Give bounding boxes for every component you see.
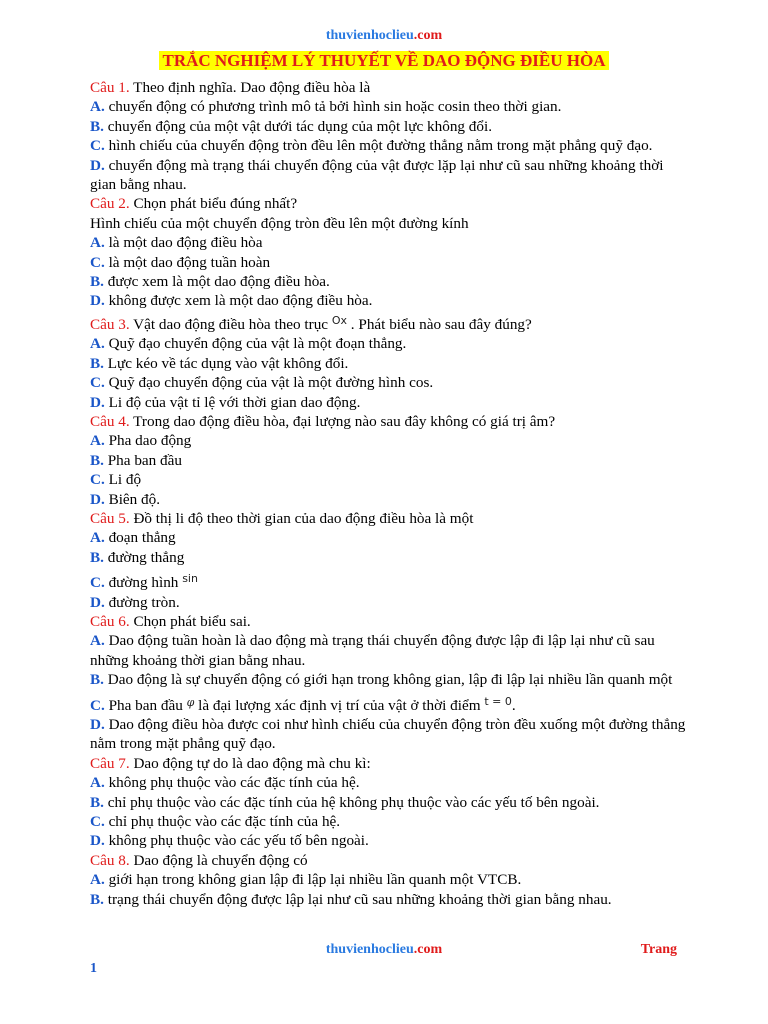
option xyxy=(90,890,690,909)
option-text: chỉ phụ thuộc vào các đặc tính của hệ. xyxy=(104,813,341,831)
option xyxy=(90,692,690,715)
question-3 xyxy=(90,311,690,334)
option xyxy=(90,793,690,812)
option xyxy=(90,812,690,831)
option xyxy=(90,393,690,412)
question-label: Câu 3. xyxy=(90,315,130,333)
question-7 xyxy=(90,754,690,773)
option-text-end: . xyxy=(511,696,516,714)
math-sin: sin xyxy=(182,572,198,586)
option-letter: B. xyxy=(90,548,104,566)
page-title xyxy=(0,51,768,71)
option xyxy=(90,373,690,392)
option xyxy=(90,334,690,353)
question-4 xyxy=(90,412,690,431)
option xyxy=(90,569,690,592)
question-6 xyxy=(90,612,690,631)
option xyxy=(90,291,690,310)
question-text: Đồ thị li độ theo thời gian của dao động điều hòa là một xyxy=(129,509,474,527)
option-text: Li độ của vật tỉ lệ với thời gian dao động. xyxy=(104,393,361,411)
option-text: Quỹ đạo chuyển động của vật là một đoạn thẳng. xyxy=(104,335,407,353)
option-text: là một dao động điều hòa xyxy=(104,234,263,252)
option-letter: D. xyxy=(90,156,105,174)
option-letter: A. xyxy=(90,774,105,792)
question-text: Theo định nghĩa. Dao động điều hòa là xyxy=(129,79,371,96)
option-text: không được xem là một dao động điều hòa. xyxy=(104,292,373,310)
question-label: Câu 5. xyxy=(90,509,130,527)
option xyxy=(90,773,690,792)
option-text: trạng thái chuyển động được lập lại như cũ sau những khoảng thời gian bằng nhau. xyxy=(103,890,612,908)
footer xyxy=(0,942,768,962)
option-letter: B. xyxy=(90,117,104,135)
question-2 xyxy=(90,194,690,213)
math-t0: t = 0 xyxy=(484,694,512,708)
question-label: Câu 6. xyxy=(90,612,130,630)
question-label: Câu 7. xyxy=(90,754,130,772)
option-text: chuyển động của một vật dưới tác dụng của một lực không đổi. xyxy=(103,117,493,135)
option-letter: B. xyxy=(90,273,104,291)
option-text: chuyển động mà trạng thái chuyển động của vật được lặp lại như cũ sau những khoảng thời gian bằng nhau. xyxy=(90,156,664,194)
option-letter: A. xyxy=(90,335,105,353)
question-8 xyxy=(90,851,690,870)
option-letter: C. xyxy=(90,574,105,592)
option-text: đoạn thẳng xyxy=(104,529,176,547)
math-phi: φ xyxy=(186,695,195,709)
option-letter: C. xyxy=(90,137,105,155)
option-letter: A. xyxy=(90,234,105,252)
option xyxy=(90,490,690,509)
option-letter: A. xyxy=(90,432,105,450)
option-text: chỉ phụ thuộc vào các đặc tính của hệ không phụ thuộc vào các yếu tố bên ngoài. xyxy=(103,793,600,811)
option-text: hình chiếu của chuyển động tròn đều lên một đường thẳng nằm trong mặt phẳng quỹ đạo. xyxy=(104,137,653,155)
option-text: đường tròn. xyxy=(104,593,180,611)
option-letter: D. xyxy=(90,393,105,411)
question-text: Dao động là chuyển động có xyxy=(129,851,308,869)
option xyxy=(90,870,690,889)
option-letter: A. xyxy=(90,529,105,547)
question-text-after: . Phát biểu nào sau đây đúng? xyxy=(347,315,532,333)
option xyxy=(90,715,690,754)
option-text: Dao động là sự chuyển động có giới hạn trong không gian, lập đi lập lại nhiều lần quanh một xyxy=(103,671,673,689)
question-1 xyxy=(90,78,690,97)
header-site-domain: .com xyxy=(413,28,443,43)
option-letter: B. xyxy=(90,451,104,469)
option xyxy=(90,631,690,670)
option-text: đường thẳng xyxy=(103,548,185,566)
header-site-name: thuvienhoclieu xyxy=(325,28,414,43)
option-text: Pha dao động xyxy=(104,432,192,450)
option-text: chuyển động có phương trình mô tả bởi hình sin hoặc cosin theo thời gian. xyxy=(104,98,562,116)
option-letter: A. xyxy=(90,98,105,116)
option xyxy=(90,97,690,116)
option xyxy=(90,156,690,195)
math-ox: Ox xyxy=(331,313,347,327)
question-5 xyxy=(90,509,690,528)
option-text: đường hình xyxy=(104,574,183,592)
option xyxy=(90,528,690,547)
option-text: Quỹ đạo chuyển động của vật là một đường hình cos. xyxy=(104,374,434,392)
option-letter: C. xyxy=(90,696,105,714)
footer-page-label: Trang xyxy=(640,942,677,957)
question-text: Dao động tự do là dao động mà chu kì: xyxy=(129,754,371,772)
question-text: Trong dao động điều hòa, đại lượng nào sau đây không có giá trị âm? xyxy=(129,412,556,430)
option-text: Lực kéo về tác dụng vào vật không đổi. xyxy=(103,354,349,372)
option-text: Li độ xyxy=(104,471,142,489)
question-label: Câu 4. xyxy=(90,412,130,430)
option-text: là một dao động tuần hoàn xyxy=(104,253,271,271)
option xyxy=(90,470,690,489)
question-label: Câu 8. xyxy=(90,851,130,869)
question-text: Chọn phát biểu sai. xyxy=(129,612,251,630)
option xyxy=(90,593,690,612)
option-text: giới hạn trong không gian lập đi lập lại nhiều lần quanh một VTCB. xyxy=(104,871,522,889)
question-text: Chọn phát biểu đúng nhất? xyxy=(129,195,298,213)
option xyxy=(90,272,690,291)
option-text: Pha ban đầu xyxy=(104,696,187,714)
option xyxy=(90,451,690,470)
option-letter: C. xyxy=(90,813,105,831)
option xyxy=(90,670,690,689)
option-letter: A. xyxy=(90,632,105,650)
option xyxy=(90,354,690,373)
option xyxy=(90,431,690,450)
option-letter: B. xyxy=(90,354,104,372)
question-extra-text: Hình chiếu của một chuyển động tròn đều lên một đường kính xyxy=(90,214,469,232)
option-text-mid: là đại lượng xác định vị trí của vật ở thời điểm xyxy=(194,696,485,714)
option-letter: D. xyxy=(90,593,105,611)
question-label: Câu 1. xyxy=(90,79,130,96)
option xyxy=(90,233,690,252)
option xyxy=(90,117,690,136)
option-letter: C. xyxy=(90,253,105,271)
footer-site-domain: .com xyxy=(413,942,443,957)
option xyxy=(90,831,690,850)
option-letter: B. xyxy=(90,890,104,908)
header-site xyxy=(0,28,768,44)
option-text: Biên độ. xyxy=(104,490,161,508)
question-label: Câu 2. xyxy=(90,195,130,213)
option xyxy=(90,548,690,567)
option-text: Pha ban đầu xyxy=(103,451,182,469)
question-list xyxy=(90,78,690,909)
page-title-text: TRẮC NGHIỆM LÝ THUYẾT VỀ DAO ĐỘNG ĐIỀU HÒA xyxy=(159,51,608,70)
option-letter: B. xyxy=(90,671,104,689)
option-text: Dao động tuần hoàn là dao động mà trạng thái chuyển động được lập đi lập lại như cũ sau những khoảng thời gian bằng nhau. xyxy=(90,632,655,669)
option-letter: B. xyxy=(90,793,104,811)
option-letter: D. xyxy=(90,490,105,508)
option-letter: A. xyxy=(90,871,105,889)
page-number: 1 xyxy=(90,961,97,976)
option-text: được xem là một dao động điều hòa. xyxy=(103,273,330,291)
option-letter: C. xyxy=(90,374,105,392)
option xyxy=(90,253,690,272)
option-letter: D. xyxy=(90,716,105,733)
footer-site-name: thuvienhoclieu xyxy=(325,942,414,957)
option xyxy=(90,136,690,155)
option-text: không phụ thuộc vào các yếu tố bên ngoài. xyxy=(104,832,369,850)
question-text: Vật dao động điều hòa theo trục xyxy=(129,315,332,333)
option-text: Dao động điều hòa được coi như hình chiếu của chuyển động tròn đều xuống một đường thẳng nằm trong mặt phẳng quỹ đạo. xyxy=(90,716,686,753)
option-letter: C. xyxy=(90,471,105,489)
option-letter: D. xyxy=(90,832,105,850)
option-letter: D. xyxy=(90,292,105,310)
option-text: không phụ thuộc vào các đặc tính của hệ. xyxy=(104,774,360,792)
